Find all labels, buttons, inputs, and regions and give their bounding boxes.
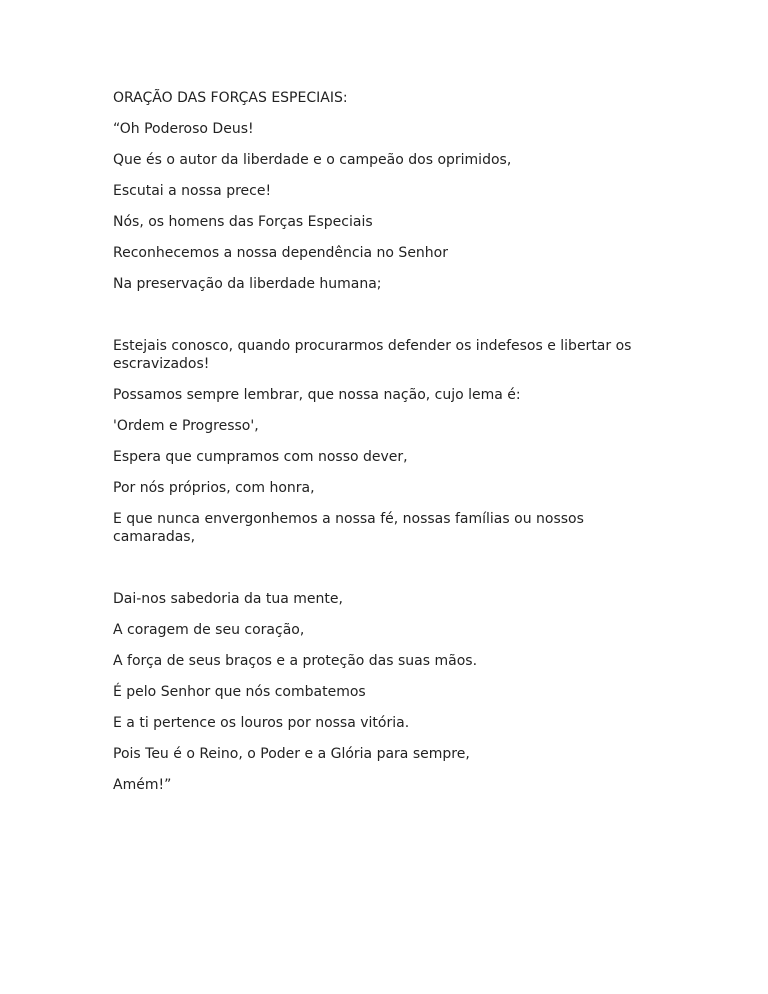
- prayer-line: E a ti pertence os louros por nossa vitória.: [113, 715, 410, 731]
- prayer-line: Possamos sempre lembrar, que nossa nação, cujo lema é:: [113, 387, 521, 403]
- prayer-line: Dai-nos sabedoria da tua mente,: [113, 591, 343, 607]
- prayer-line: Pois Teu é o Reino, o Poder e a Glória para sempre,: [113, 746, 470, 762]
- prayer-line: Por nós próprios, com honra,: [113, 480, 315, 496]
- prayer-line: “Oh Poderoso Deus!: [113, 121, 254, 137]
- document-title: ORAÇÃO DAS FORÇAS ESPECIAIS:: [113, 90, 348, 106]
- prayer-line: Espera que cumpramos com nosso dever,: [113, 449, 408, 465]
- prayer-line: Que és o autor da liberdade e o campeão dos oprimidos,: [113, 152, 512, 168]
- prayer-line: Escutai a nossa prece!: [113, 183, 272, 199]
- prayer-line: Estejais conosco, quando procurarmos defender os indefesos e libertar os escravizados!: [113, 338, 632, 372]
- stanza-break: [113, 559, 643, 590]
- prayer-line: Na preservação da liberdade humana;: [113, 276, 382, 292]
- prayer-line: E que nunca envergonhemos a nossa fé, nossas famílias ou nossos camaradas,: [113, 511, 584, 545]
- prayer-line: 'Ordem e Progresso',: [113, 418, 259, 434]
- prayer-line: Reconhecemos a nossa dependência no Senhor: [113, 245, 448, 261]
- prayer-line: A força de seus braços e a proteção das suas mãos.: [113, 653, 478, 669]
- prayer-line: Nós, os homens das Forças Especiais: [113, 214, 373, 230]
- stanza-break: [113, 306, 643, 337]
- prayer-line: É pelo Senhor que nós combatemos: [113, 684, 366, 700]
- prayer-line: Amém!”: [113, 777, 172, 793]
- prayer-line: A coragem de seu coração,: [113, 622, 305, 638]
- document-body: [113, 89, 643, 807]
